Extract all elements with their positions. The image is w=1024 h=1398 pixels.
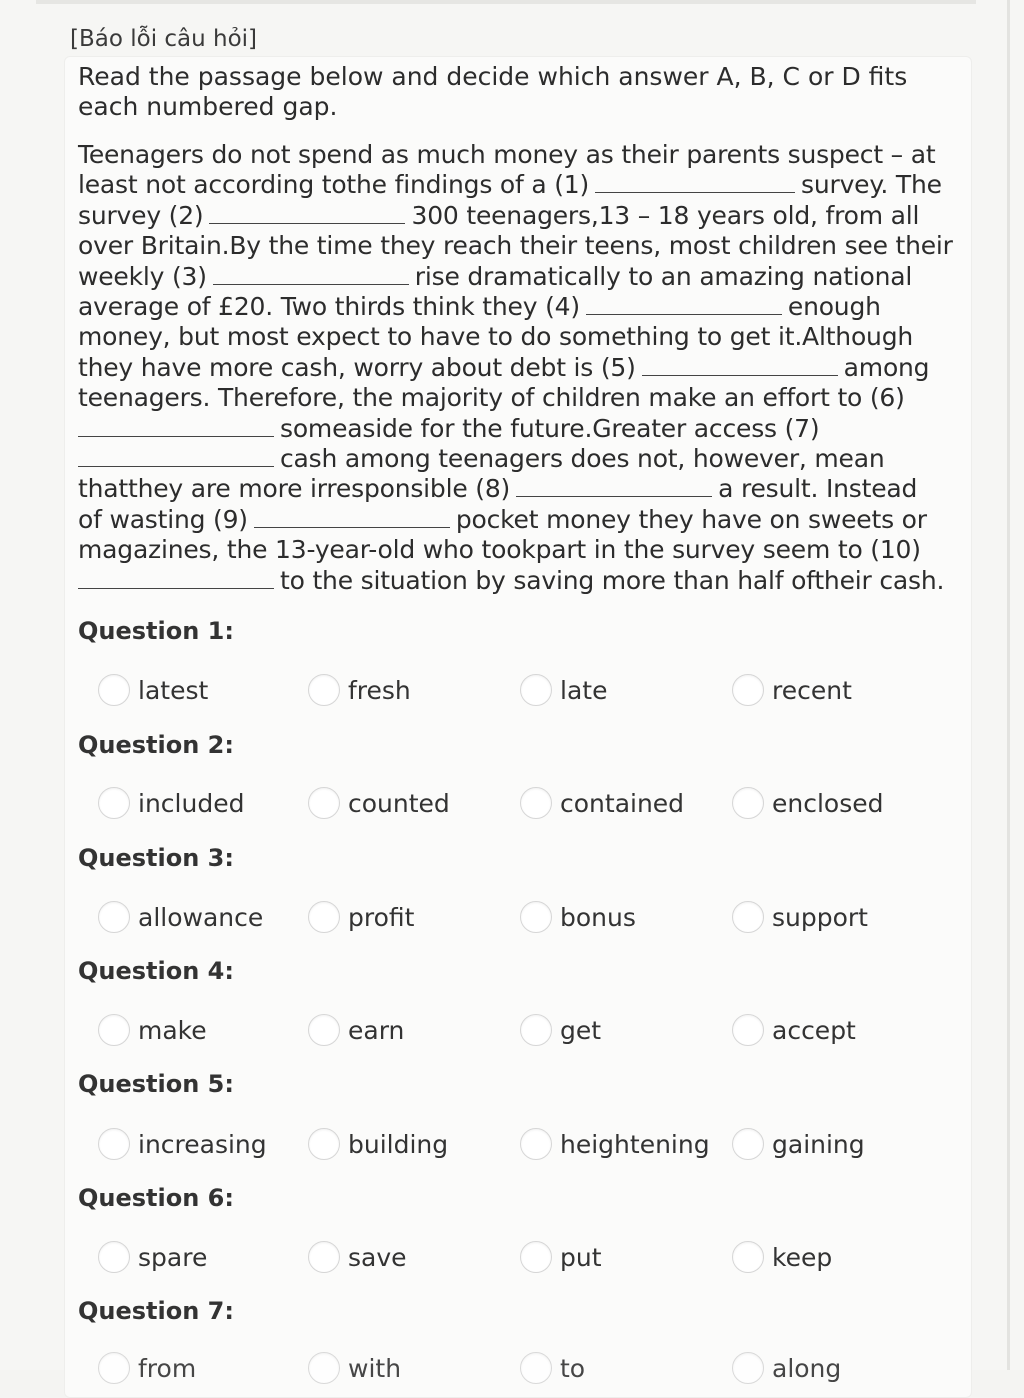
radio-icon[interactable]: [732, 674, 764, 706]
passage-line: money, but most expect to have to do something to get it.Although: [78, 322, 914, 352]
radio-icon[interactable]: [520, 1241, 552, 1273]
question-3-title: Question 3:: [78, 844, 234, 872]
radio-icon[interactable]: [520, 1128, 552, 1160]
radio-icon[interactable]: [732, 1241, 764, 1273]
radio-icon[interactable]: [732, 1014, 764, 1046]
question-2-title: Question 2:: [78, 731, 234, 759]
passage-line: least not according tothe findings of a (1) survey. The: [78, 170, 942, 200]
q6-option-b[interactable]: save: [308, 1237, 407, 1277]
radio-icon[interactable]: [520, 787, 552, 819]
passage-line: over Britain.By the time they reach their teens, most children see their: [78, 231, 953, 261]
passage-line: to the situation by saving more than half oftheir cash.: [78, 566, 958, 596]
q7-option-a[interactable]: from: [98, 1348, 196, 1388]
radio-icon[interactable]: [308, 1014, 340, 1046]
radio-icon[interactable]: [308, 787, 340, 819]
gap-3: [213, 264, 409, 285]
gap-1: [595, 172, 795, 193]
reading-passage: [78, 140, 958, 596]
gap-9: [254, 507, 450, 528]
q5-option-b[interactable]: building: [308, 1124, 448, 1164]
radio-icon[interactable]: [732, 1128, 764, 1160]
passage-line: magazines, the 13-year-old who tookpart in the survey seem to (10): [78, 535, 921, 565]
radio-icon[interactable]: [98, 1241, 130, 1273]
q4-option-b[interactable]: earn: [308, 1010, 404, 1050]
q5-option-c[interactable]: heightening: [520, 1124, 710, 1164]
gap-10: [78, 568, 274, 589]
gap-5: [642, 355, 838, 376]
q1-option-a[interactable]: latest: [98, 670, 208, 710]
passage-line: thatthey are more irresponsible (8) a result. Instead: [78, 474, 918, 504]
radio-icon[interactable]: [308, 1352, 340, 1384]
radio-icon[interactable]: [308, 901, 340, 933]
passage-line: average of £20. Two thirds think they (4) enough: [78, 292, 881, 322]
q2-option-c[interactable]: contained: [520, 783, 684, 823]
q3-option-d[interactable]: support: [732, 897, 868, 937]
q2-option-b[interactable]: counted: [308, 783, 450, 823]
q5-option-d[interactable]: gaining: [732, 1124, 865, 1164]
q5-option-a[interactable]: increasing: [98, 1124, 267, 1164]
q3-option-c[interactable]: bonus: [520, 897, 636, 937]
radio-icon[interactable]: [98, 1352, 130, 1384]
q7-option-c[interactable]: to: [520, 1348, 585, 1388]
radio-icon[interactable]: [98, 901, 130, 933]
q1-option-d[interactable]: recent: [732, 670, 852, 710]
radio-icon[interactable]: [732, 901, 764, 933]
q2-option-a[interactable]: included: [98, 783, 244, 823]
passage-line: someaside for the future.Greater access (7): [78, 414, 958, 444]
q6-option-d[interactable]: keep: [732, 1237, 832, 1277]
gap-8: [516, 476, 712, 497]
question-7-title: Question 7:: [78, 1297, 234, 1325]
radio-icon[interactable]: [732, 787, 764, 819]
passage-line: Teenagers do not spend as much money as their parents suspect – at: [78, 140, 936, 169]
q7-option-b[interactable]: with: [308, 1348, 401, 1388]
radio-icon[interactable]: [520, 1014, 552, 1046]
radio-icon[interactable]: [308, 674, 340, 706]
radio-icon[interactable]: [520, 901, 552, 933]
question-1-title: Question 1:: [78, 617, 234, 645]
question-5-title: Question 5:: [78, 1070, 234, 1098]
gap-7: [78, 446, 274, 467]
passage-line: survey (2) 300 teenagers,13 – 18 years old, from all: [78, 200, 920, 230]
top-divider: [36, 0, 976, 4]
q2-option-d[interactable]: enclosed: [732, 783, 884, 823]
gap-4: [586, 294, 782, 315]
radio-icon[interactable]: [98, 1128, 130, 1160]
q6-option-a[interactable]: spare: [98, 1237, 207, 1277]
question-6-title: Question 6:: [78, 1184, 234, 1212]
radio-icon[interactable]: [732, 1352, 764, 1384]
passage-line: weekly (3) rise dramatically to an amazing national: [78, 261, 913, 291]
passage-line: they have more cash, worry about debt is (5) among: [78, 352, 930, 382]
radio-icon[interactable]: [520, 674, 552, 706]
q1-option-c[interactable]: late: [520, 670, 607, 710]
q4-option-c[interactable]: get: [520, 1010, 601, 1050]
radio-icon[interactable]: [308, 1128, 340, 1160]
q3-option-a[interactable]: allowance: [98, 897, 263, 937]
radio-icon[interactable]: [98, 1014, 130, 1046]
q3-option-b[interactable]: profit: [308, 897, 414, 937]
gap-6: [78, 416, 274, 437]
q7-option-d[interactable]: along: [732, 1348, 841, 1388]
gap-2: [209, 203, 405, 224]
radio-icon[interactable]: [98, 674, 130, 706]
q4-option-a[interactable]: make: [98, 1010, 207, 1050]
radio-icon[interactable]: [98, 787, 130, 819]
right-border: [1007, 0, 1010, 1370]
radio-icon[interactable]: [308, 1241, 340, 1273]
passage-line: of wasting (9) pocket money they have on sweets or: [78, 504, 927, 534]
q4-option-d[interactable]: accept: [732, 1010, 856, 1050]
passage-line: teenagers. Therefore, the majority of children make an effort to (6): [78, 383, 905, 413]
report-question-link[interactable]: [Báo lỗi câu hỏi]: [70, 26, 258, 52]
instruction-text: Read the passage below and decide which answer A, B, C or D fits each numbered gap.: [78, 62, 908, 121]
q6-option-c[interactable]: put: [520, 1237, 602, 1277]
passage-line: cash among teenagers does not, however, mean: [78, 444, 958, 474]
q1-option-b[interactable]: fresh: [308, 670, 411, 710]
question-4-title: Question 4:: [78, 957, 234, 985]
radio-icon[interactable]: [520, 1352, 552, 1384]
